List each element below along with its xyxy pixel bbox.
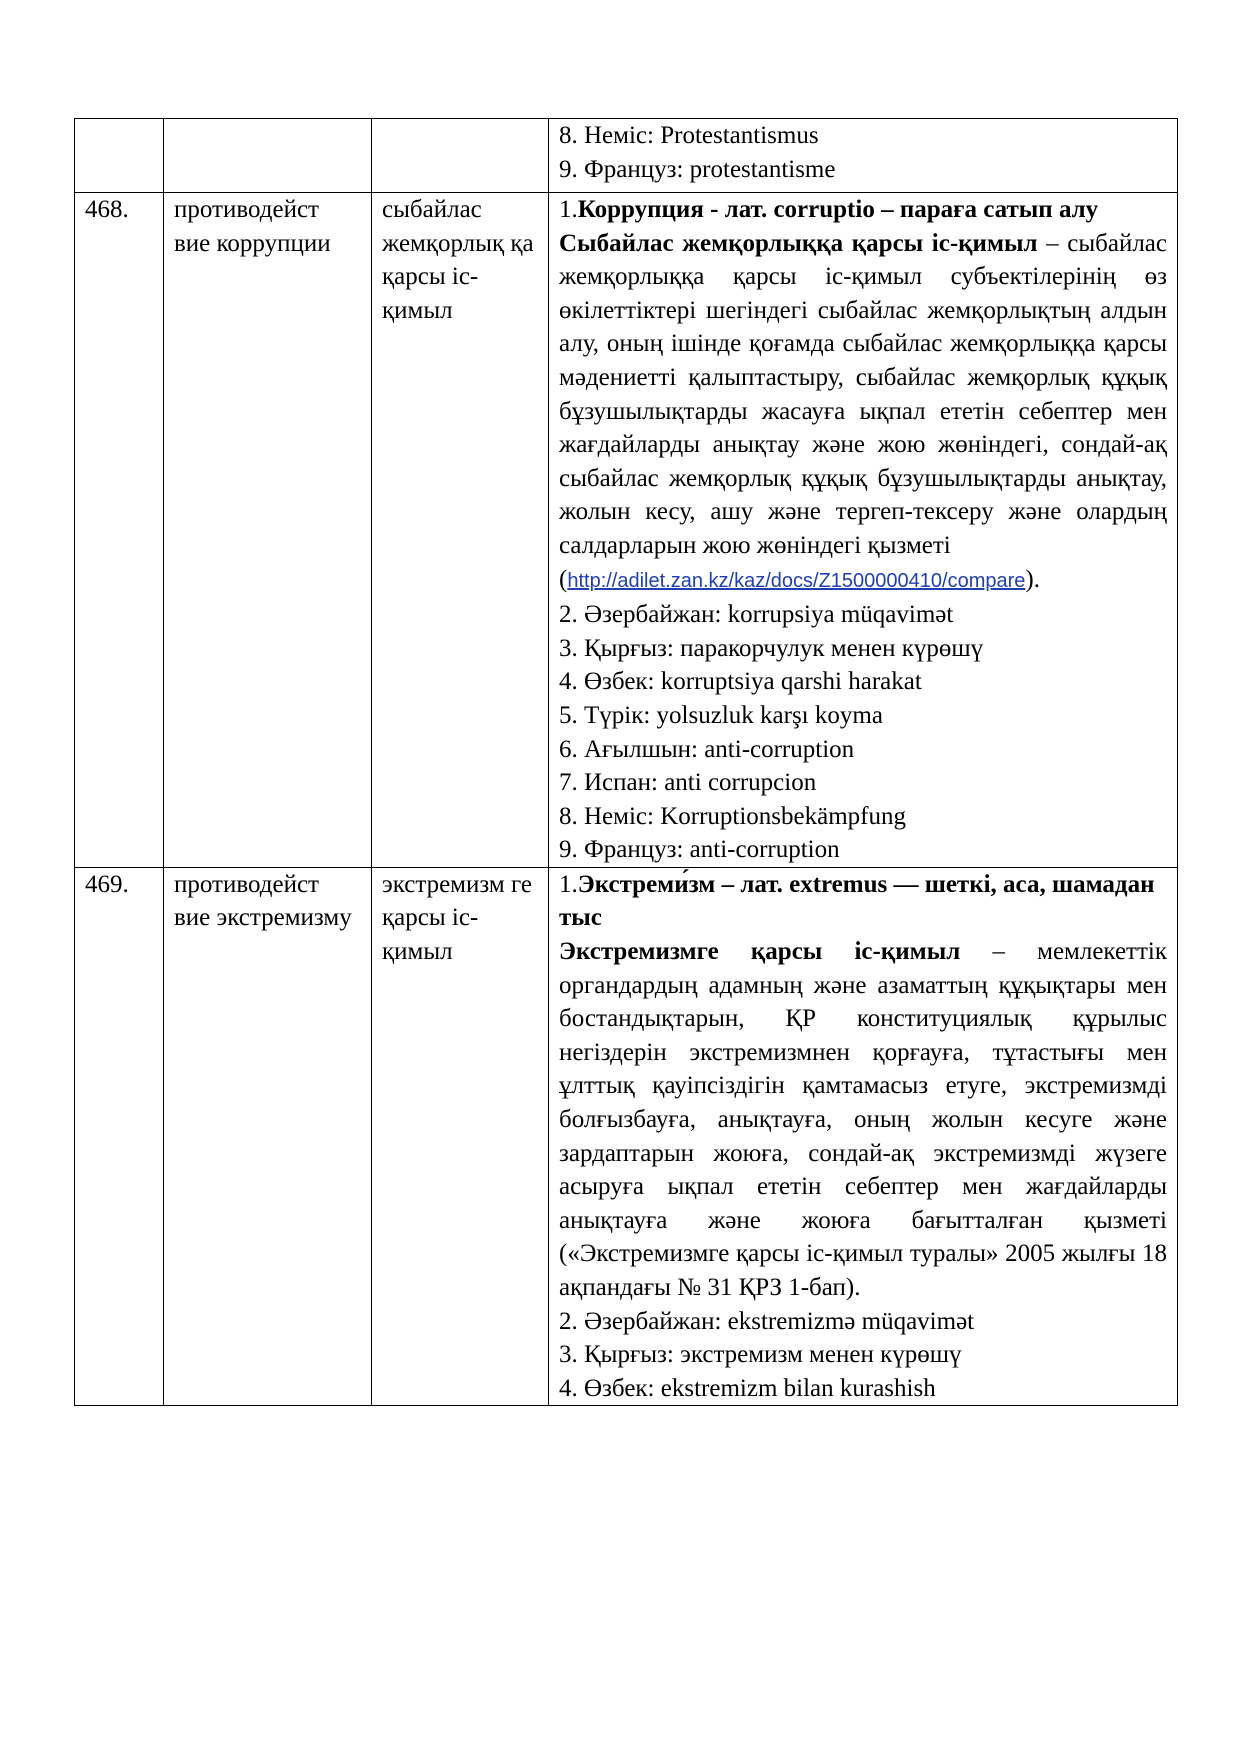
definition-term: Сыбайлас жемқорлыққа қарсы іс-қимыл: [559, 229, 1038, 257]
definition-cell: [549, 119, 1178, 193]
translation-line: 4. Өзбек: ekstremizm bilan kurashish: [559, 1374, 936, 1402]
source-paren-close: ).: [1025, 565, 1040, 593]
definition-term: Экстремизмге қарсы іс-қимыл: [559, 938, 961, 966]
table-row: [75, 867, 1178, 1406]
kazakh-term: экстремизм ге қарсы іс-қимыл: [372, 867, 549, 1406]
etymology-prefix: 1.: [559, 870, 578, 898]
etymology-text: Коррупция - лат. corruptio – параға сатып алу: [577, 196, 1099, 223]
definition-paragraph: [559, 935, 1167, 1305]
etymology: [559, 868, 1167, 935]
definition-cell: [549, 867, 1178, 1406]
translation-line: 7. Испан: anti corrupcion: [559, 769, 817, 797]
russian-term: противодейст вие коррупции: [164, 193, 372, 868]
translation-line: 8. Неміс: Korruptionsbekämpfung: [559, 802, 906, 830]
definition-text: – сыбайлас жемқорлыққа қарсы іс-қимыл субъектілерінің өз өкілеттіктері шегіндегі сыбайлас жемқорлықтың алдын алу, оның ішінде қоғамда сыбайлас жемқорлыққа қарсы мәдениетті қалыптастыру, сыбайлас жемқорлық құқық бұзушылықтарды жасауға ықпал ететін себептер мен жағдайларды анықтау және жою жөніндегі, сондай-ақ сыбайлас жемқорлық құқық бұзушылықтарды анықтау, жолын кесу, ашу және тергеп-тексеру және олардың салдарларын жою жөніндегі қызметі: [559, 229, 1168, 559]
table-row: [75, 119, 1178, 193]
definition-cell: [549, 193, 1178, 868]
translation-line: 9. Француз: protestantisme: [559, 155, 836, 183]
russian-term: противодейст вие экстремизму: [164, 867, 372, 1406]
etymology: [559, 193, 1167, 227]
translation-line: 4. Өзбек: korruptsiya qarshi harakat: [559, 668, 922, 696]
translation-line: 2. Әзербайжан: ekstremizmə müqavimət: [559, 1307, 975, 1335]
kazakh-term: сыбайлас жемқорлық қа қарсы іс-қимыл: [372, 193, 549, 868]
kazakh-term: [372, 119, 549, 193]
translation-line: 6. Ағылшын: anti-corruption: [559, 735, 855, 763]
russian-term: [164, 119, 372, 193]
translation-line: 5. Түрік: yolsuzluk karşı koyma: [559, 701, 883, 729]
source-paren-open: (: [559, 565, 568, 593]
entry-number: 469.: [75, 867, 164, 1406]
source-reference: [559, 563, 1167, 599]
translation-line: 3. Қырғыз: экстремизм менен күрөшү: [559, 1341, 962, 1369]
source-link[interactable]: http://adilet.zan.kz/kaz/docs/Z1500000410/compare: [567, 569, 1026, 592]
entry-number: 468.: [75, 193, 164, 868]
glossary-table: [74, 118, 1178, 1406]
table-row: [75, 193, 1178, 868]
etymology-prefix: 1.: [559, 196, 578, 223]
entry-number: [75, 119, 164, 193]
translation-line: 9. Француз: anti-corruption: [559, 836, 840, 864]
etymology-text: Экстреми́зм – лат. extremus — шеткі, аса, шамадан тыс: [559, 870, 1155, 932]
translation-line: 3. Қырғыз: паракорчулук менен күрөшү: [559, 634, 984, 662]
translation-line: 2. Әзербайжан: korrupsiya müqavimət: [559, 601, 954, 629]
definition-text: – мемлекеттік органдардың адамның және азаматтың құқықтары мен бостандықтарын, ҚР конституциялық құрылыс негіздерін экстремизмнен қорғауға, тұтастығы мен ұлттық қауіпсіздігін қамтамасыз етуге, экстремизмді болғызбауға, анықтауға, оның жолын кесуге және зардаптарын жоюға, сондай-ақ экстремизмді жүзеге асыруға ықпал ететін себептер мен жағдайларды анықтауға және жоюға бағытталған қызметі («Экстремизмге қарсы іс-қимыл туралы» 2005 жылғы 18 ақпандағы № 31 ҚРЗ 1-бап).: [559, 938, 1167, 1301]
translation-line: 8. Неміс: Protestantismus: [559, 122, 819, 149]
definition-paragraph: [559, 227, 1167, 563]
